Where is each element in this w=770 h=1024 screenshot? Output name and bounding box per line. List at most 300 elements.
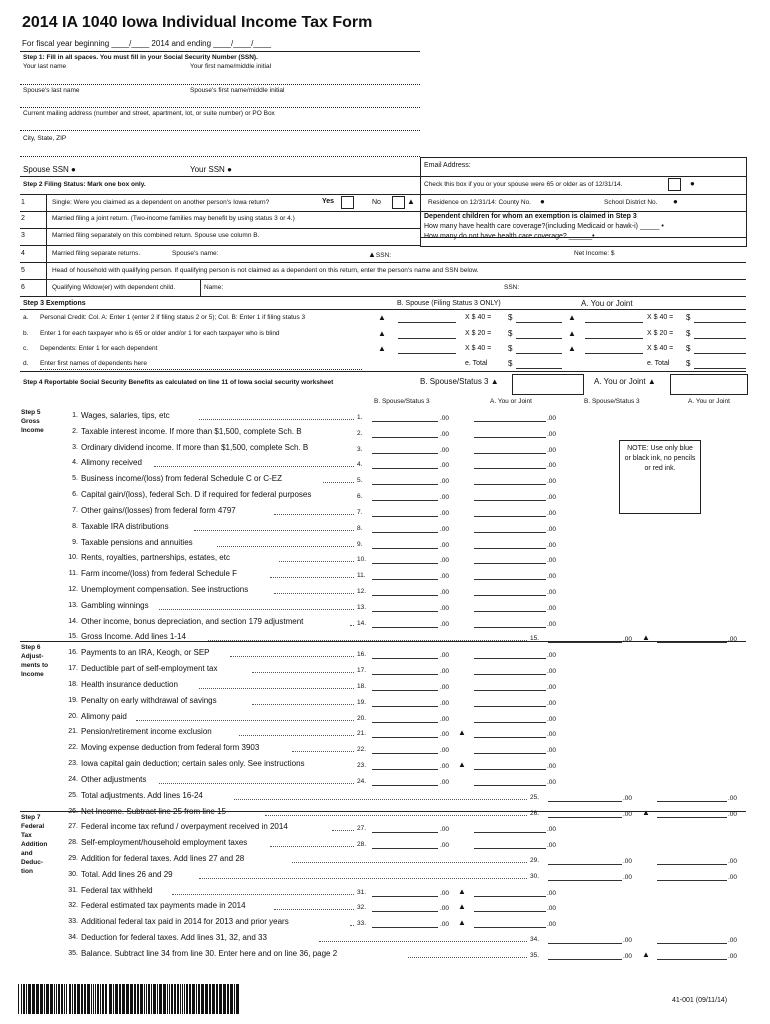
exemption-joint-count[interactable] — [585, 322, 643, 323]
line-number: 34. — [68, 934, 78, 941]
barcode-bar — [192, 984, 195, 1014]
line-ref: 9. — [357, 541, 363, 548]
line-description: Penalty on early withdrawal of savings — [81, 696, 217, 705]
cents: .00 — [547, 589, 557, 596]
cents: .00 — [440, 890, 450, 897]
cents: .00 — [547, 557, 557, 564]
total-joint-input[interactable] — [657, 880, 727, 881]
step3-col-b: B. Spouse (Filing Status 3 ONLY) — [397, 300, 501, 307]
line-spouse-input[interactable] — [372, 484, 438, 485]
line-ref: 29. — [530, 857, 540, 864]
line-ref: 28. — [357, 841, 367, 848]
col-header-a2: A. You or Joint — [688, 398, 730, 405]
line-ref: 21. — [357, 730, 367, 737]
line-description: Balance. Subtract line 34 from line 30. Enter here and on line 36, page 2 — [81, 949, 338, 958]
cents: .00 — [440, 668, 450, 675]
barcode-bar — [32, 984, 35, 1014]
line-joint-input[interactable] — [474, 785, 546, 786]
line-number: 27. — [68, 823, 78, 830]
line-ref: 17. — [357, 667, 367, 674]
barcode-bar — [212, 984, 215, 1014]
total-joint-input[interactable] — [657, 864, 727, 865]
barcode-bar — [198, 984, 200, 1014]
barcode-bar — [64, 984, 65, 1014]
spouse-last-name-label: Spouse's last name — [23, 87, 80, 94]
line-ref: 2. — [357, 430, 363, 437]
exemption-joint-amount[interactable] — [694, 322, 746, 323]
barcode-bar — [21, 984, 22, 1014]
line-description: Total adjustments. Add lines 16-24 — [81, 791, 203, 800]
total-joint-input[interactable] — [657, 943, 727, 944]
line-joint-input[interactable] — [474, 484, 546, 485]
exemption-joint-count[interactable] — [585, 338, 643, 339]
barcode-bar — [113, 984, 114, 1014]
line-joint-input[interactable] — [474, 848, 546, 849]
line-ref: 1. — [357, 414, 363, 421]
line-ref: 4. — [357, 461, 363, 468]
barcode-bar — [93, 984, 94, 1014]
exemption-multiplier: X $ 40 = — [465, 345, 492, 352]
your-first-name-label: Your first name/middle initial — [190, 63, 272, 70]
exemption-multiplier: e. Total — [647, 360, 670, 367]
total-spouse-input[interactable] — [548, 864, 622, 865]
ink-note — [619, 440, 701, 514]
cents: .00 — [547, 668, 557, 675]
line-joint-input[interactable] — [474, 832, 546, 833]
fiscal-year-line: For fiscal year beginning ____/____ 2014 and ending ____/____/____ — [22, 39, 272, 48]
cents: .00 — [547, 652, 557, 659]
line-spouse-input[interactable] — [372, 548, 438, 549]
barcode-bar — [209, 984, 211, 1014]
line-ref: 5. — [357, 477, 363, 484]
spouse-ssn-label: Spouse SSN ● — [23, 165, 76, 174]
line-number: 8. — [72, 523, 78, 530]
step3-heading: Step 3 Exemptions — [23, 300, 86, 307]
cents: .00 — [440, 621, 450, 628]
barcode-bar — [151, 984, 152, 1014]
line-number: 5. — [72, 475, 78, 482]
barcode-bar — [50, 984, 53, 1014]
exemption-currency: $ — [508, 344, 513, 353]
line-spouse-input[interactable] — [372, 927, 438, 928]
line-description: Taxable IRA distributions — [81, 522, 169, 531]
barcode-bar — [130, 984, 133, 1014]
line-number: 17. — [68, 665, 78, 672]
cents: .00 — [547, 478, 557, 485]
line-spouse-input[interactable] — [372, 532, 438, 533]
barcode-bar — [219, 984, 222, 1014]
email-label: Email Address: — [424, 162, 471, 169]
barcode-bar — [81, 984, 83, 1014]
exemption-currency: $ — [686, 313, 691, 322]
barcode-bar — [100, 984, 101, 1014]
barcode-bar — [163, 984, 166, 1014]
cents: .00 — [547, 921, 557, 928]
barcode-bar — [28, 984, 31, 1014]
exemption-joint-count[interactable] — [585, 353, 643, 354]
exemption-joint-amount[interactable] — [694, 353, 746, 354]
line-spouse-input[interactable] — [372, 832, 438, 833]
line-description: Payments to an IRA, Keogh, or SEP — [81, 648, 210, 657]
line-joint-input[interactable] — [474, 532, 546, 533]
city-field[interactable] — [20, 156, 420, 157]
barcode-bar — [184, 984, 185, 1014]
row6-name-label: Name: — [204, 284, 224, 291]
line-description: Gambling winnings — [81, 601, 149, 610]
line-joint-input[interactable] — [474, 500, 546, 501]
barcode-bar — [58, 984, 60, 1014]
cents: .00 — [440, 462, 450, 469]
barcode-bar — [77, 984, 80, 1014]
barcode-bar — [140, 984, 143, 1014]
line-ref: 23. — [357, 762, 367, 769]
step2-heading: Step 2 Filing Status: Mark one box only. — [23, 181, 146, 188]
status-widow-label: Qualifying Widow(er) with dependent child. — [52, 284, 176, 291]
line-spouse-input[interactable] — [372, 595, 438, 596]
line-description: Deductible part of self-employment tax — [81, 664, 218, 673]
total-joint-input[interactable] — [657, 817, 727, 818]
line-description: Alimony paid — [81, 712, 127, 721]
line-spouse-input[interactable] — [372, 753, 438, 754]
line-number: 35. — [68, 950, 78, 957]
line-ref: 30. — [530, 873, 540, 880]
line-ref: 15. — [530, 635, 540, 642]
barcode-bar — [205, 984, 208, 1014]
cents: .00 — [623, 874, 633, 881]
exemption-currency: $ — [508, 329, 513, 338]
line-spouse-input[interactable] — [372, 706, 438, 707]
exemption-spouse-amount[interactable] — [516, 338, 562, 339]
line-number: 6. — [72, 491, 78, 498]
line-description: Federal income tax refund / overpayment received in 2014 — [81, 822, 288, 831]
line-spouse-input[interactable] — [372, 690, 438, 691]
line-joint-input[interactable] — [474, 737, 546, 738]
cents: .00 — [728, 858, 738, 865]
line-ref: 32. — [357, 904, 367, 911]
school-district-label: School District No. — [604, 199, 658, 206]
exemption-currency: $ — [686, 344, 691, 353]
step7-label: Step 7 Federal Tax Addition and Deduc- tion — [21, 814, 48, 875]
barcode-bar — [144, 984, 145, 1014]
cents: .00 — [728, 795, 738, 802]
line-spouse-input[interactable] — [372, 769, 438, 770]
line-spouse-input[interactable] — [372, 911, 438, 912]
barcode-bar — [182, 984, 183, 1014]
line-description: Other adjustments — [81, 775, 147, 784]
total-spouse-input[interactable] — [548, 880, 622, 881]
over65-checkbox[interactable] — [668, 178, 681, 191]
ink-note-text: NOTE: Use only blue or black ink, no pencils or red ink. — [624, 445, 696, 472]
line-number: 16. — [68, 649, 78, 656]
cents: .00 — [547, 431, 557, 438]
line-joint-input[interactable] — [474, 611, 546, 612]
step4-spouse-input[interactable] — [512, 374, 584, 395]
line-joint-input[interactable] — [474, 927, 546, 928]
barcode-bar — [72, 984, 73, 1014]
line-spouse-input[interactable] — [372, 468, 438, 469]
name-field[interactable] — [20, 84, 420, 85]
barcode-bar — [137, 984, 139, 1014]
line-description: Health insurance deduction — [81, 680, 178, 689]
line-spouse-input[interactable] — [372, 674, 438, 675]
barcode-bar — [146, 984, 147, 1014]
cents: .00 — [728, 811, 738, 818]
barcode-bar — [134, 984, 136, 1014]
line-joint-input[interactable] — [474, 722, 546, 723]
exemption-joint-amount[interactable] — [694, 338, 746, 339]
dependent-covered-question: How many have health care coverage?(including Medicaid or hawk-i) _____ • — [424, 223, 664, 230]
step6-label: Step 6 Adjust- ments to Income — [21, 644, 49, 678]
line-description: Federal tax withheld — [81, 886, 153, 895]
line-joint-input[interactable] — [474, 563, 546, 564]
cents: .00 — [547, 763, 557, 770]
line-number: 28. — [68, 839, 78, 846]
line-spouse-input[interactable] — [372, 611, 438, 612]
line-description: Taxable interest income. If more than $1,500, complete Sch. B — [81, 427, 302, 436]
line-spouse-input[interactable] — [372, 785, 438, 786]
line-joint-input[interactable] — [474, 706, 546, 707]
barcode-bar — [126, 984, 129, 1014]
line-spouse-input[interactable] — [372, 848, 438, 849]
line-description: Self-employment/household employment taxes — [81, 838, 248, 847]
step4-col-b: B. Spouse/Status 3 ▲ — [420, 377, 499, 386]
exemption-letter: a. — [23, 314, 29, 321]
line-joint-input[interactable] — [474, 627, 546, 628]
line-number: 12. — [68, 586, 78, 593]
spouse-name-field[interactable] — [20, 107, 420, 108]
line-joint-input[interactable] — [474, 579, 546, 580]
cents: .00 — [440, 747, 450, 754]
cents: .00 — [728, 937, 738, 944]
barcode-bar — [189, 984, 191, 1014]
over65-label: Check this box if you or your spouse were 65 or older as of 12/31/14. — [424, 181, 623, 188]
line-ref: 12. — [357, 588, 367, 595]
line-description: Iowa capital gain deduction; certain sales only. See instructions — [81, 759, 305, 768]
cents: .00 — [440, 652, 450, 659]
line-ref: 22. — [357, 746, 367, 753]
row4-spouse-name-label: Spouse's name: — [172, 250, 219, 257]
barcode-bar — [169, 984, 170, 1014]
cents: .00 — [547, 716, 557, 723]
total-joint-input[interactable] — [657, 642, 727, 643]
barcode-bar — [84, 984, 86, 1014]
line-number: 4. — [72, 459, 78, 466]
line-number: 1. — [72, 412, 78, 419]
spouse-first-name-label: Spouse's first name/middle initial — [190, 87, 285, 94]
line-joint-input[interactable] — [474, 453, 546, 454]
exemption-multiplier: X $ 20 = — [647, 330, 674, 337]
cents: .00 — [623, 953, 633, 960]
barcode-bar — [23, 984, 25, 1014]
line-description: Federal estimated tax payments made in 2014 — [81, 901, 246, 910]
barcode-bar — [102, 984, 104, 1014]
line-number: 26. — [68, 808, 78, 815]
barcode-bar — [18, 984, 19, 1014]
line-ref: 7. — [357, 509, 363, 516]
total-spouse-input[interactable] — [548, 817, 622, 818]
cents: .00 — [440, 526, 450, 533]
cents: .00 — [547, 905, 557, 912]
line-spouse-input[interactable] — [372, 896, 438, 897]
line-joint-input[interactable] — [474, 548, 546, 549]
barcode-bar — [115, 984, 118, 1014]
cents: .00 — [547, 510, 557, 517]
exemption-joint-amount[interactable] — [694, 368, 746, 369]
cents: .00 — [728, 953, 738, 960]
line-ref: 27. — [357, 825, 367, 832]
step4-joint-input[interactable] — [670, 374, 748, 395]
status-head-household-label: Head of household with qualifying person. If qualifying person is not claimed as a dependent on this return, enter the person's name and SSN below. — [52, 267, 479, 274]
cents: .00 — [440, 763, 450, 770]
line-joint-input[interactable] — [474, 595, 546, 596]
barcode-bar — [46, 984, 49, 1014]
line-number: 23. — [68, 760, 78, 767]
step1-heading: Step 1: Fill in all spaces. You must fill in your Social Security Number (SSN). — [23, 54, 258, 61]
line-spouse-input[interactable] — [372, 579, 438, 580]
barcode-bar — [236, 984, 239, 1014]
barcode-bar — [66, 984, 67, 1014]
barcode-bar — [105, 984, 107, 1014]
cents: .00 — [547, 826, 557, 833]
cents: .00 — [440, 716, 450, 723]
line-joint-input[interactable] — [474, 421, 546, 422]
cents: .00 — [547, 462, 557, 469]
line-joint-input[interactable] — [474, 896, 546, 897]
line-spouse-input[interactable] — [372, 563, 438, 564]
line-number: 32. — [68, 902, 78, 909]
line-spouse-input[interactable] — [372, 500, 438, 501]
exemption-spouse-amount[interactable] — [516, 322, 562, 323]
line-ref: 35. — [530, 952, 540, 959]
line-number: 3. — [72, 444, 78, 451]
line-ref: 13. — [357, 604, 367, 611]
exemption-spouse-amount[interactable] — [516, 353, 562, 354]
exemption-letter: d. — [23, 360, 29, 367]
col-header-b: B. Spouse/Status 3 — [374, 398, 430, 405]
line-joint-input[interactable] — [474, 674, 546, 675]
line-number: 11. — [68, 570, 78, 577]
total-spouse-input[interactable] — [548, 943, 622, 944]
cents: .00 — [623, 858, 633, 865]
address-field[interactable] — [20, 130, 420, 131]
line-joint-input[interactable] — [474, 690, 546, 691]
line-joint-input[interactable] — [474, 658, 546, 659]
cents: .00 — [440, 826, 450, 833]
step5-label: Step 5 Gross Income — [21, 409, 44, 434]
line-description: Rents, royalties, partnerships, estates, etc — [81, 553, 230, 562]
cents: .00 — [623, 937, 633, 944]
exemption-spouse-count[interactable] — [398, 338, 456, 339]
barcode-bar — [91, 984, 92, 1014]
line-number: 19. — [68, 697, 78, 704]
cents: .00 — [547, 494, 557, 501]
total-joint-input[interactable] — [657, 959, 727, 960]
cents: .00 — [623, 636, 633, 643]
cents: .00 — [623, 795, 633, 802]
line-ref: 3. — [357, 446, 363, 453]
barcode-bar — [216, 984, 218, 1014]
total-spouse-input[interactable] — [548, 642, 622, 643]
barcode-bar — [186, 984, 188, 1014]
barcode-bar — [177, 984, 179, 1014]
line-joint-input[interactable] — [474, 911, 546, 912]
line-spouse-input[interactable] — [372, 737, 438, 738]
city-label: City, State, ZIP — [23, 135, 67, 142]
cents: .00 — [440, 431, 450, 438]
cents: .00 — [728, 874, 738, 881]
exemption-currency: $ — [508, 359, 513, 368]
exemption-spouse-count[interactable] — [398, 353, 456, 354]
exemption-multiplier: X $ 20 = — [465, 330, 492, 337]
exemption-text: Enter first names of dependents here — [40, 360, 147, 367]
line-spouse-input[interactable] — [372, 453, 438, 454]
address-label: Current mailing address (number and street, apartment, lot, or suite number) or PO Box — [23, 110, 275, 117]
total-spouse-input[interactable] — [548, 959, 622, 960]
barcode-bar — [26, 984, 27, 1014]
county-label: Residence on 12/31/14: County No. — [428, 199, 531, 206]
col-header-a: A. You or Joint — [490, 398, 532, 405]
line-description: Capital gain/(loss), federal Sch. D if required for federal purposes — [81, 490, 312, 499]
barcode-bar — [234, 984, 235, 1014]
line-spouse-input[interactable] — [372, 627, 438, 628]
barcode-bar — [122, 984, 125, 1014]
line-spouse-input[interactable] — [372, 516, 438, 517]
cents: .00 — [440, 510, 450, 517]
your-ssn-label: Your SSN ● — [190, 165, 232, 174]
cents: .00 — [440, 605, 450, 612]
exemption-spouse-count[interactable] — [398, 322, 456, 323]
line-joint-input[interactable] — [474, 769, 546, 770]
line-description: Farm income/(loss) from federal Schedule F — [81, 569, 238, 578]
cents: .00 — [440, 905, 450, 912]
line-description: Ordinary dividend income. If more than $1,500, complete Sch. B — [81, 443, 309, 452]
cents: .00 — [440, 589, 450, 596]
line-spouse-input[interactable] — [372, 722, 438, 723]
dependent-yes-checkbox[interactable] — [341, 196, 354, 209]
step3-col-a: A. You or Joint — [581, 299, 633, 308]
barcode-bar — [95, 984, 96, 1014]
line-joint-input[interactable] — [474, 516, 546, 517]
cents: .00 — [440, 573, 450, 580]
exemption-letter: c. — [23, 345, 29, 352]
total-joint-input[interactable] — [657, 801, 727, 802]
line-ref: 19. — [357, 699, 367, 706]
line-description: Total. Add lines 26 and 29 — [81, 870, 173, 879]
cents: .00 — [440, 415, 450, 422]
barcode-bar — [87, 984, 90, 1014]
dependent-yes-label: Yes — [322, 198, 335, 205]
cents: .00 — [547, 415, 557, 422]
cents: .00 — [547, 573, 557, 580]
line-ref: 24. — [357, 778, 367, 785]
line-spouse-input[interactable] — [372, 658, 438, 659]
line-number: 25. — [68, 792, 78, 799]
line-joint-input[interactable] — [474, 753, 546, 754]
line-ref: 18. — [357, 683, 367, 690]
dependent-names-field[interactable] — [40, 369, 362, 370]
line-spouse-input[interactable] — [372, 421, 438, 422]
line-joint-input[interactable] — [474, 468, 546, 469]
total-spouse-input[interactable] — [548, 801, 622, 802]
net-income-label: Net Income: $ — [574, 250, 615, 257]
exemption-spouse-amount[interactable] — [516, 368, 562, 369]
line-number: 9. — [72, 539, 78, 546]
line-joint-input[interactable] — [474, 437, 546, 438]
barcode-bar — [148, 984, 150, 1014]
barcode-bar — [180, 984, 181, 1014]
dependent-no-checkbox[interactable] — [392, 196, 405, 209]
line-spouse-input[interactable] — [372, 437, 438, 438]
